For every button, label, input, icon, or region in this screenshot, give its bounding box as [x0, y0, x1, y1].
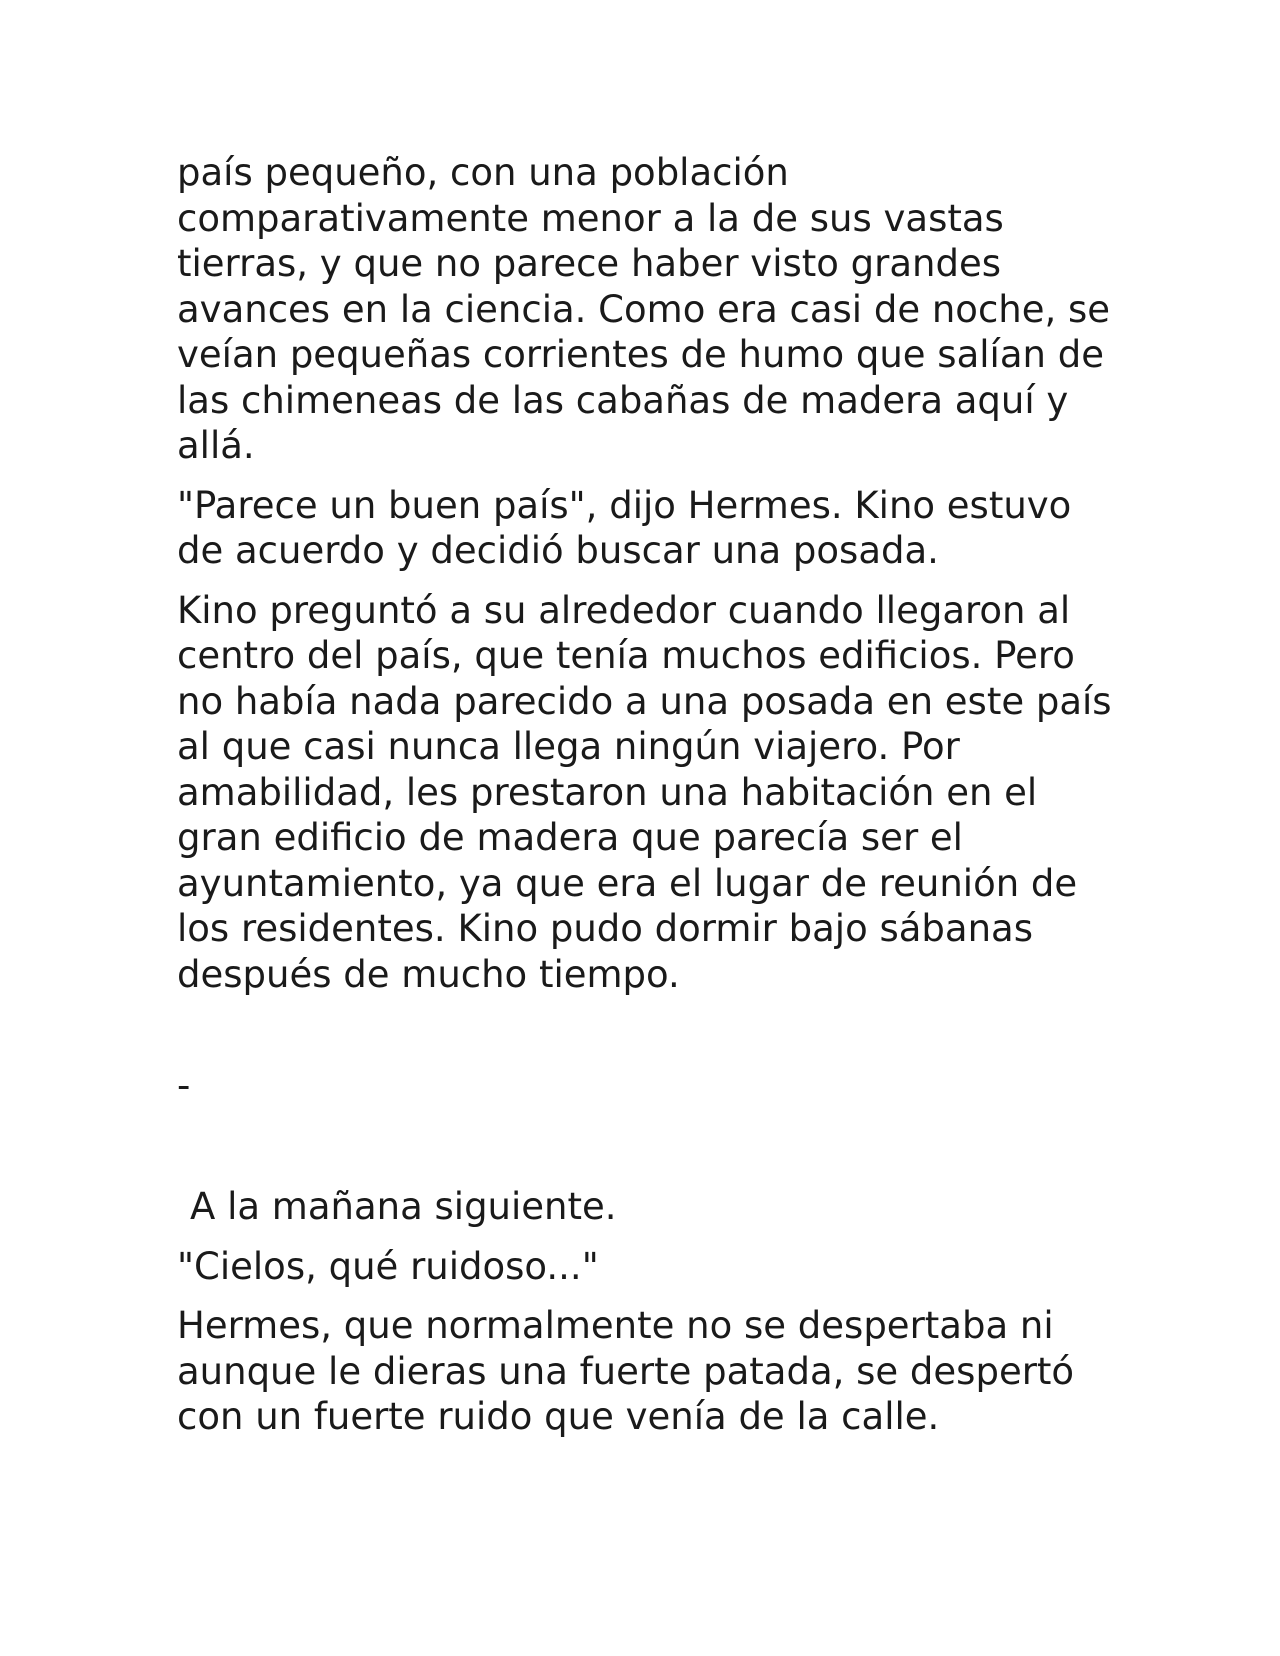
paragraph-3: Kino preguntó a su alrededor cuando llegaron al centro del país, que tenía muchos edificios. Pero no había nada parecido a una posada en este país al que casi nunca llega ningún viajero. Por amabilidad, les prestaron una habitación en el gran edificio de madera que parecía ser el ayuntamiento, ya que era el lugar de reunión de los residentes. Kino pudo dormir bajo sábanas después de mucho tiempo.: [177, 588, 1112, 996]
paragraph-5: "Cielos, qué ruidoso...": [177, 1244, 599, 1288]
section-spacer: [177, 1108, 1112, 1184]
text-column: [177, 150, 1112, 1454]
paragraph-6: Hermes, que normalmente no se despertaba ni aunque le dieras una fuerte patada, se despertó con un fuerte ruido que venía de la calle.: [177, 1304, 1075, 1438]
section-separator: -: [177, 1064, 191, 1107]
paragraph-2: "Parece un buen país", dijo Hermes. Kino estuvo de acuerdo y decidió buscar una posada.: [177, 483, 1072, 572]
paragraph-4: A la mañana siguiente.: [190, 1185, 617, 1228]
paragraph-1: país pequeño, con una población comparativamente menor a la de sus vastas tierras, y que no parece haber visto grandes avances en la ciencia. Como era casi de noche, se veían pequeñas corrientes de humo que salían de las chimeneas de las cabañas de madera aquí y allá.: [177, 151, 1111, 467]
